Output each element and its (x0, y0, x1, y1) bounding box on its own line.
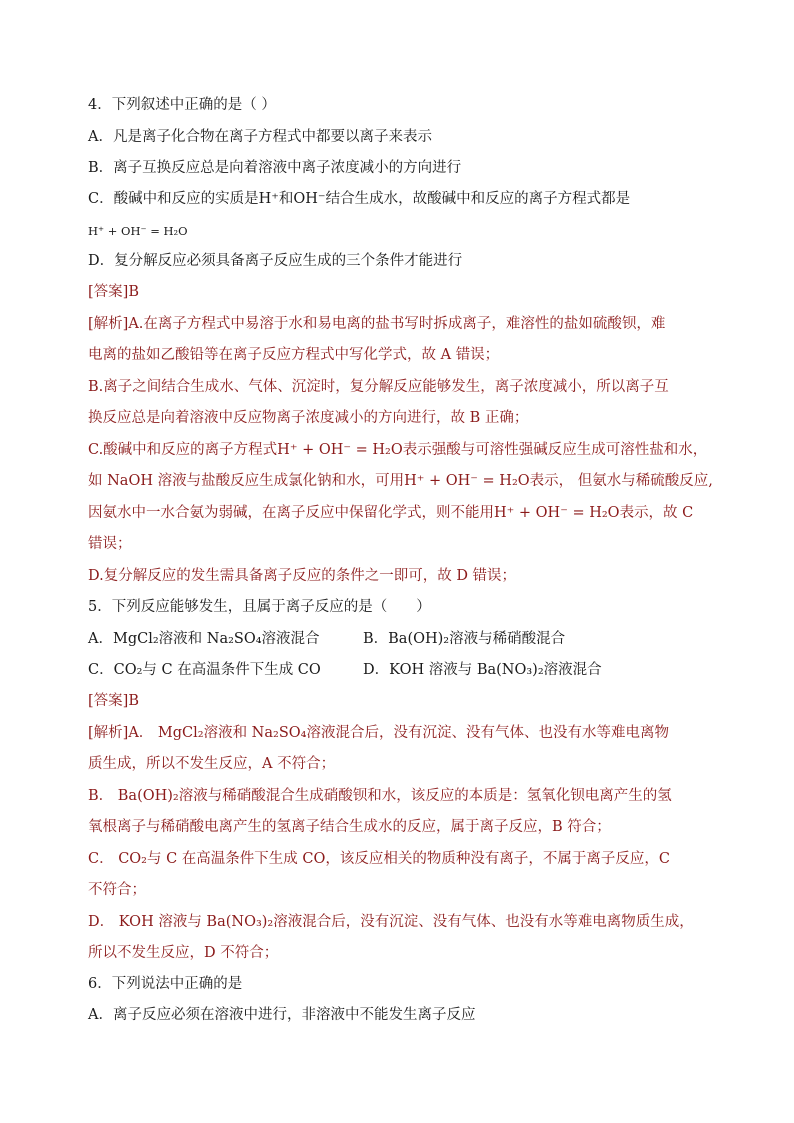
q4-option-c: C．酸碱中和反应的实质是H⁺和OH⁻结合生成水，故酸碱中和反应的离子方程式都是 (88, 191, 631, 207)
q4-analysis-line: C.酸碱中和反应的离子方程式H⁺ + OH⁻ = H₂O表示强酸与可溶性强碱反应生成可溶性盐和水， (88, 442, 708, 458)
q5-analysis-line: 质生成，所以不发生反应，A 不符合； (88, 756, 336, 772)
q4-answer: [答案]B (88, 284, 139, 300)
q4-analysis-line: 电离的盐如乙酸铅等在离子反应方程式中写化学式，故 A 错误； (88, 347, 500, 363)
q5-stem: 5．下列反应能够发生，且属于离子反应的是（ ） (88, 599, 431, 615)
q5-analysis-line: C． CO₂与 C 在高温条件下生成 CO，该反应相关的物质种没有离子，不属于离子反应，C (88, 851, 670, 867)
q5-analysis-line: 氧根离子与稀硝酸电离产生的氢离子结合生成水的反应，属于离子反应，B 符合； (88, 819, 611, 835)
q5-analysis-line: [解析]A． MgCl₂溶液和 Na₂SO₄溶液混合后，没有沉淀、没有气体、也没有水等难电离物 (88, 725, 669, 741)
q5-option-c: C．CO₂与 C 在高温条件下生成 CO (88, 662, 321, 678)
q5-analysis-line: B． Ba(OH)₂溶液与稀硝酸混合生成硝酸钡和水，该反应的本质是：氢氧化钡电离产生的氢 (88, 788, 672, 804)
q6-option-a: A．离子反应必须在溶液中进行，非溶液中不能发生离子反应 (88, 1007, 476, 1023)
q4-analysis-line: 换反应总是向着溶液中反应物离子浓度减小的方向进行，故 B 正确； (88, 410, 529, 426)
q4-analysis-line: 错误； (88, 536, 132, 552)
q4-option-d: D．复分解反应必须具备离子反应生成的三个条件才能进行 (88, 253, 463, 269)
q4-option-a: A．凡是离子化合物在离子方程式中都要以离子来表示 (88, 129, 432, 145)
q5-answer: [答案]B (88, 693, 139, 709)
q5-option-b: B．Ba(OH)₂溶液与稀硝酸混合 (363, 631, 566, 647)
q4-option-c-formula: H⁺ + OH⁻ = H₂O (88, 224, 188, 238)
q5-analysis-line: 不符合； (88, 882, 146, 898)
q4-analysis-line: 因氨水中一水合氨为弱碱，在离子反应中保留化学式，则不能用H⁺ + OH⁻ = H₂O表示，故 C (88, 505, 694, 521)
q5-option-d: D．KOH 溶液与 Ba(NO₃)₂溶液混合 (363, 662, 602, 678)
q4-analysis-line: [解析]A.在离子方程式中易溶于水和易电离的盐书写时拆成离子，难溶性的盐如硫酸钡，难 (88, 316, 666, 332)
q4-analysis-line: B.离子之间结合生成水、气体、沉淀时，复分解反应能够发生，离子浓度减小，所以离子互 (88, 379, 669, 395)
q5-option-a: A．MgCl₂溶液和 Na₂SO₄溶液混合 (88, 631, 320, 647)
q4-stem: 4．下列叙述中正确的是（ ） (88, 97, 276, 113)
q4-analysis-line: 如 NaOH 溶液与盐酸反应生成氯化钠和水，可用H⁺ + OH⁻ = H₂O表示， 但氨水与稀硫酸反应, (88, 473, 713, 489)
q4-option-b: B．离子互换反应总是向着溶液中离子浓度减小的方向进行 (88, 160, 462, 176)
q5-analysis-line: D． KOH 溶液与 Ba(NO₃)₂溶液混合后，没有沉淀、没有气体、也没有水等难电离物质生成， (88, 914, 694, 930)
q4-analysis-line: D.复分解反应的发生需具备离子反应的条件之一即可，故 D 错误； (88, 568, 517, 584)
q5-analysis-line: 所以不发生反应，D 不符合； (88, 945, 279, 961)
q6-stem: 6．下列说法中正确的是 (88, 976, 243, 992)
